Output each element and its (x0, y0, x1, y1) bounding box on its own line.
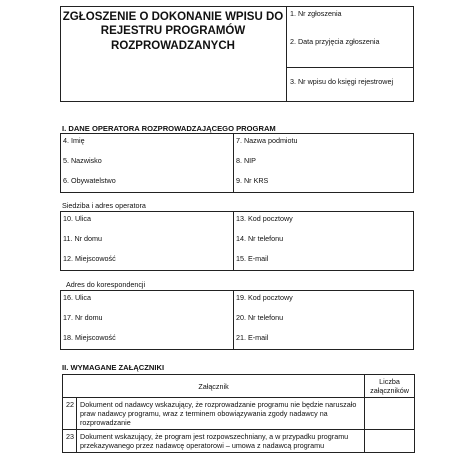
attachments-header-row (63, 375, 415, 398)
attachment-number: 23 (63, 430, 77, 453)
office-field-register-entry-number[interactable]: 3. Nr wpisu do księgi rejestrowej (290, 77, 394, 86)
field-seat-house-number[interactable]: 11. Nr domu (63, 234, 103, 243)
form-title: ZGŁOSZENIE O DOKONANIE WPISU DO REJESTRU PROGRAMÓW ROZPROWADZANYCH (62, 11, 284, 52)
field-seat-street[interactable]: 10. Ulica (63, 214, 91, 223)
attachment-description: Dokument od nadawcy wskazujący, że rozprowadzanie programu nie będzie naruszało praw nadawcy programu, wraz z terminem obowiązywania zgody nadawcy na rozprowadzanie (77, 398, 365, 430)
field-corr-street[interactable]: 16. Ulica (63, 293, 91, 302)
field-seat-email[interactable]: 15. E-mail (236, 254, 269, 263)
section-attachments-heading: II. WYMAGANE ZAŁĄCZNIKI (62, 363, 165, 372)
field-seat-phone[interactable]: 14. Nr telefonu (236, 234, 284, 243)
attachments-table (62, 374, 415, 453)
correspondence-address-label: Adres do korespondencji (66, 280, 146, 289)
section-operator-heading: I. DANE OPERATORA ROZPROWADZAJĄCEGO PROGRAM (62, 124, 276, 133)
attachment-number: 22 (63, 398, 77, 430)
field-seat-city[interactable]: 12. Miejscowość (63, 254, 116, 263)
attachment-description: Dokument wskazujący, że program jest rozpowszechniany, a w przypadku programu przekazywanego przez nadawcę operatorowi – umowa z nadawcą programu (77, 430, 365, 453)
field-corr-house-number[interactable]: 17. Nr domu (63, 313, 103, 322)
office-field-receipt-date[interactable]: 2. Data przyjęcia zgłoszenia (290, 37, 380, 46)
field-first-name[interactable]: 4. Imię (63, 136, 85, 145)
field-entity-name[interactable]: 7. Nazwa podmiotu (236, 136, 298, 145)
header-row-divider (286, 67, 414, 68)
field-corr-phone[interactable]: 20. Nr telefonu (236, 313, 284, 322)
seat-address-label: Siedziba i adres operatora (62, 201, 146, 210)
attachment-count-cell[interactable] (365, 398, 415, 430)
field-corr-postal-code[interactable]: 19. Kod pocztowy (236, 293, 293, 302)
field-corr-email[interactable]: 21. E-mail (236, 333, 269, 342)
attachment-count-cell[interactable] (365, 430, 415, 453)
table-row (63, 398, 415, 430)
field-last-name[interactable]: 5. Nazwisko (63, 156, 102, 165)
column-attachment-header: Załącznik (63, 375, 365, 398)
header-divider (286, 6, 287, 102)
field-seat-postal-code[interactable]: 13. Kod pocztowy (236, 214, 293, 223)
table-row (63, 430, 415, 453)
office-field-application-number[interactable]: 1. Nr zgłoszenia (290, 9, 342, 18)
field-citizenship[interactable]: 6. Obywatelstwo (63, 176, 116, 185)
column-count-header: Liczba załączników (365, 375, 415, 398)
field-krs-number[interactable]: 9. Nr KRS (236, 176, 269, 185)
field-corr-city[interactable]: 18. Miejscowość (63, 333, 116, 342)
field-nip[interactable]: 8. NIP (236, 156, 256, 165)
